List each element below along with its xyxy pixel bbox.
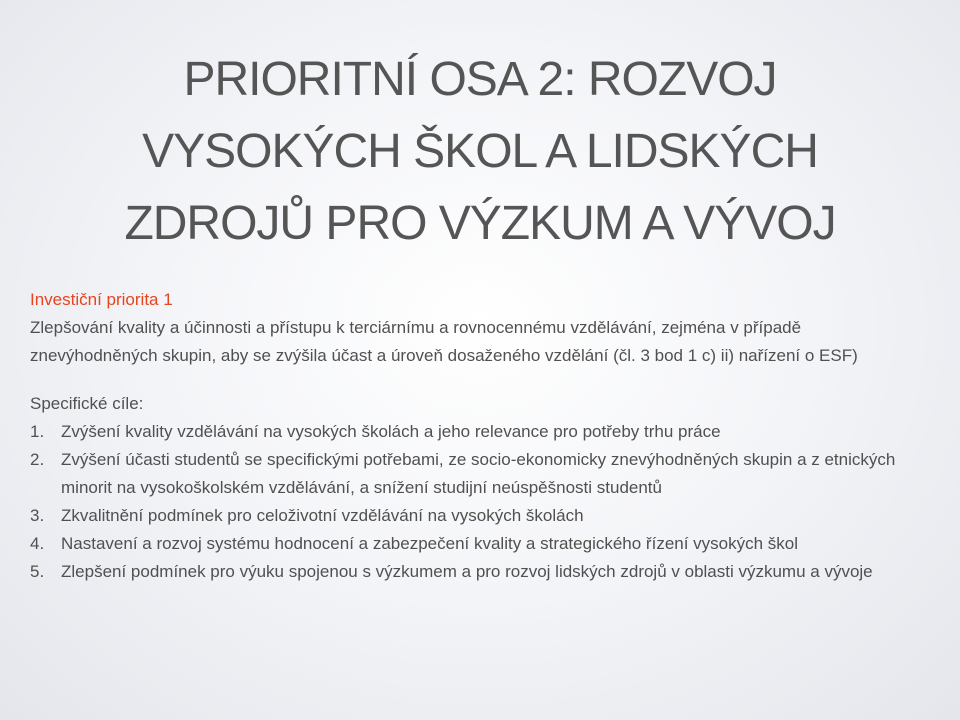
goals-heading: Specifické cíle:: [30, 394, 144, 413]
title-line: PRIORITNÍ OSA 2: ROZVOJ: [183, 53, 777, 106]
list-item: [30, 558, 930, 586]
list-item: [30, 446, 930, 502]
list-item-number: 2.: [30, 450, 45, 469]
list-item-number: 4.: [30, 534, 45, 553]
list-item-number: 5.: [30, 562, 45, 581]
priority-text: Zlepšování kvality a účinnosti a přístupu k terciárnímu a rovnocennému vzdělávání, zejména v případě znevýhodněných skupin, aby se zvýšila účast a úroveň dosaženého vzdělání (čl. 3 bod 1 c) ii) nařízení o ESF): [30, 318, 858, 365]
list-item-text: Zvýšení kvality vzdělávání na vysokých školách a jeho relevance pro potřeby trhu práce: [61, 422, 721, 441]
goals-list: [30, 418, 930, 586]
title-line: VYSOKÝCH ŠKOL A LIDSKÝCH: [142, 125, 818, 178]
list-item-text: Nastavení a rozvoj systému hodnocení a zabezpečení kvality a strategického řízení vysokých škol: [61, 534, 799, 553]
slide-title: [30, 44, 930, 260]
title-line: ZDROJŮ PRO VÝZKUM A VÝVOJ: [124, 197, 836, 250]
list-item-number: 3.: [30, 506, 45, 525]
list-item-text: Zvýšení účasti studentů se specifickými potřebami, ze socio-ekonomicky znevýhodněných skupin a z etnických minorit na vysokoškolském vzdělávání, a snížení studijní neúspěšnosti studentů: [61, 450, 896, 497]
list-item: [30, 502, 930, 530]
list-item: [30, 418, 930, 446]
list-item-number: 1.: [30, 422, 45, 441]
list-item-text: Zkvalitnění podmínek pro celoživotní vzdělávání na vysokých školách: [61, 506, 584, 525]
slide-body: [30, 286, 930, 586]
list-item: [30, 530, 930, 558]
priority-heading: Investiční priorita 1: [30, 290, 173, 309]
list-item-text: Zlepšení podmínek pro výuku spojenou s výzkumem a pro rozvoj lidských zdrojů v oblasti výzkumu a vývoje: [61, 562, 873, 581]
